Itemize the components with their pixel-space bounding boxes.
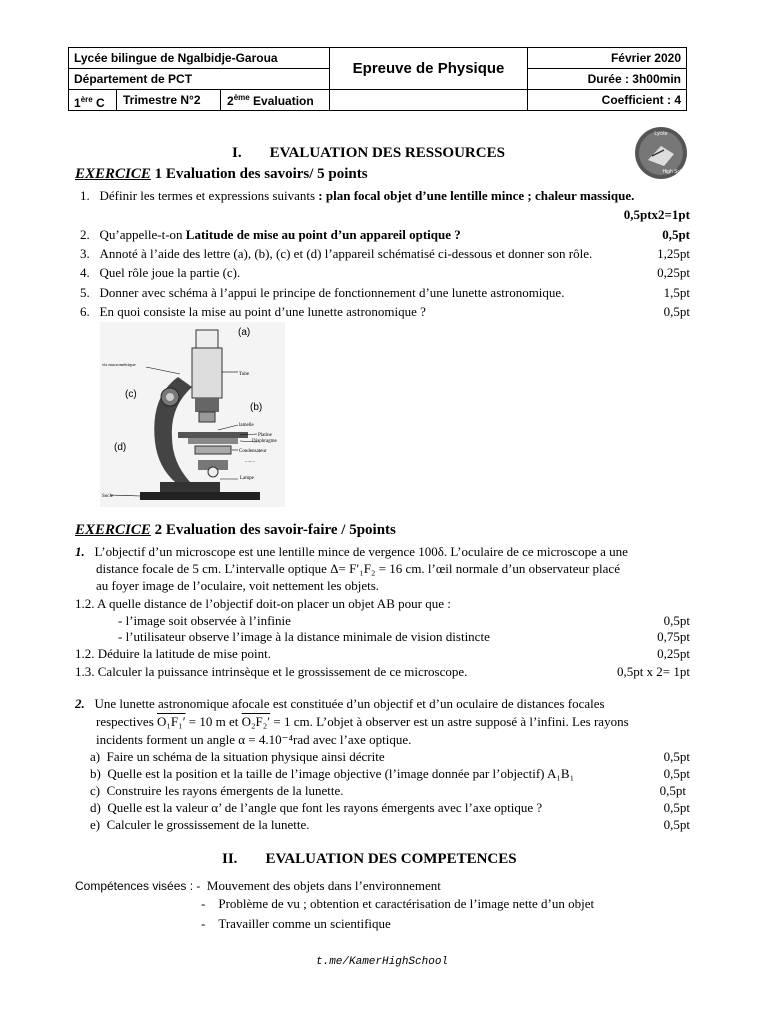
- qd-points: 0,5pt: [663, 800, 690, 815]
- svg-text:vis macrométrique: vis macrométrique: [102, 362, 136, 367]
- qc-points: 0,5pt: [659, 783, 686, 798]
- ex2-p2-line3: incidents forment un angle α = 4.10⁻⁴rad avec l’axe optique.: [96, 732, 412, 747]
- qe-points: 0,5pt: [663, 817, 690, 832]
- q1-2-b: - l’utilisateur observe l’image à la distance minimale de vision distincte: [118, 629, 490, 644]
- exam-date: Février 2020: [528, 48, 687, 69]
- q1-2-c-points: 0,25pt: [657, 646, 690, 661]
- evaluation-cell: 2ème Evaluation: [227, 92, 314, 108]
- svg-text:Socle: Socle: [102, 494, 114, 499]
- q3: 3. Annoté à l’aide des lettre (a), (b), (c) et (d) l’appareil schématisé ci-dessous et donner son rôle.: [80, 246, 593, 261]
- svg-text:lamelle: lamelle: [239, 423, 254, 428]
- q1-2-a-points: 0,5pt: [663, 613, 690, 628]
- title-spacer: [329, 90, 527, 111]
- class-row: [69, 90, 330, 111]
- exam-coefficient: Coefficient : 4: [528, 90, 687, 111]
- q2: 2. Qu’appelle-t-on Latitude de mise au point d’un appareil optique ?: [80, 227, 461, 242]
- ex2-p1-line3: au foyer image de l’oculaire, voit nettement les objets.: [96, 578, 380, 593]
- ex2-p1-line1: 1. L’objectif d’un microscope est une lentille mince de vergence 100δ. L’oculaire de ce microscope a une: [75, 544, 628, 559]
- q6-points: 0,5pt: [663, 304, 690, 319]
- q5-points: 1,5pt: [663, 285, 690, 300]
- svg-text:Diaphragme: Diaphragme: [252, 439, 277, 444]
- svg-text:High Scho: High Scho: [662, 169, 686, 175]
- q1-3: 1.3. Calculer la puissance intrinsèque et le grossissement de ce microscope.: [75, 664, 468, 679]
- qe: e) Calculer le grossissement de la lunette.: [90, 817, 310, 832]
- q1-3-points: 0,5pt x 2= 1pt: [616, 664, 690, 679]
- department: Département de PCT: [69, 69, 330, 90]
- qa-points: 0,5pt: [663, 749, 690, 764]
- class-cell: 1ère C: [69, 90, 117, 110]
- q6: 6. En quoi consiste la mise au point d’une lunette astronomique ?: [80, 304, 426, 319]
- exercise2-title: EXERCICE 2 Evaluation des savoir-faire / 5points: [75, 522, 396, 538]
- competences-line3: - Travailler comme un scientifique: [201, 916, 391, 931]
- section1-heading: I. EVALUATION DES RESSOURCES: [232, 145, 505, 161]
- q1-2-c: 1.2. Déduire la latitude de mise point.: [75, 646, 272, 661]
- exam-duration: Durée : 3h00min: [528, 69, 687, 90]
- svg-text:Lampe: Lampe: [240, 476, 254, 481]
- microscope-diagram: [100, 322, 285, 507]
- school-name: Lycée bilingue de Ngalbidje-Garoua: [69, 48, 330, 69]
- qd: d) Quelle est la valeur α’ de l’angle que font les rayons émergents avec l’axe optique ?: [90, 800, 543, 815]
- svg-text:Platine: Platine: [258, 433, 272, 438]
- competences-line2: - Problème de vu ; obtention et caractérisation de l’image nette d’un objet: [201, 896, 595, 911]
- exam-title: Epreuve de Physique: [329, 48, 527, 90]
- label-d: (d): [114, 442, 127, 453]
- q5: 5. Donner avec schéma à l’appui le principe de fonctionnement d’une lunette astronomique.: [80, 285, 565, 300]
- header-table: [68, 47, 687, 111]
- q3-points: 1,25pt: [657, 246, 690, 261]
- qb: b) Quelle est la position et la taille de l’image objective (l’image donnée par l’objectif) A₁B₁: [90, 766, 575, 781]
- qa: a) Faire un schéma de la situation physique ainsi décrite: [90, 749, 385, 764]
- svg-text:........: ........: [245, 459, 255, 464]
- q1-2-a: - l’image soit observée à l’infinie: [118, 613, 291, 628]
- q1-points: 0,5ptx2=1pt: [623, 207, 690, 222]
- q1-2-b-points: 0,75pt: [657, 629, 690, 644]
- q4: 4. Quel rôle joue la partie (c).: [80, 265, 241, 280]
- svg-text:Lycée: Lycée: [654, 131, 668, 137]
- ex2-p2-line1: 2. Une lunette astronomique afocale est constituée d’un objectif et d’un oculaire de distances focales: [75, 696, 605, 711]
- qb-points: 0,5pt: [663, 766, 690, 781]
- qc: c) Construire les rayons émergents de la lunette.: [90, 783, 344, 798]
- svg-text:Tube: Tube: [239, 372, 250, 377]
- q2-points: 0,5pt: [662, 227, 690, 242]
- trimester: Trimestre N°2: [117, 90, 221, 110]
- q1: 1. Définir les termes et expressions suivants : plan focal objet d’une lentille mince ; chaleur massique.: [80, 188, 635, 203]
- q1-2: 1.2. A quelle distance de l’objectif doit-on placer un objet AB pour que :: [75, 596, 451, 611]
- school-logo: [634, 126, 688, 180]
- label-a: (a): [238, 327, 251, 338]
- section2-heading: II. EVALUATION DES COMPETENCES: [222, 851, 517, 867]
- competences-line1: Compétences visées : - Mouvement des objets dans l’environnement: [75, 878, 441, 893]
- footer-link[interactable]: t.me/KamerHighSchool: [316, 956, 449, 968]
- q4-points: 0,25pt: [657, 265, 690, 280]
- label-c: (c): [125, 389, 137, 400]
- label-b: (b): [250, 402, 263, 413]
- ex2-p2-line2: respectives O₁F₁′ = 10 m et O₂F₂′ = 1 cm. L’objet à observer est un astre supposé à l’infini. Les rayons: [96, 714, 629, 729]
- ex2-p1-line2: distance focale de 5 cm. L’intervalle optique Δ= F′₁F₂ = 16 cm. l’œil normale d’un observateur placé: [96, 561, 620, 576]
- svg-text:Condensateur: Condensateur: [239, 449, 267, 454]
- exercise1-title: EXERCICE 1 Evaluation des savoirs/ 5 points: [75, 166, 368, 182]
